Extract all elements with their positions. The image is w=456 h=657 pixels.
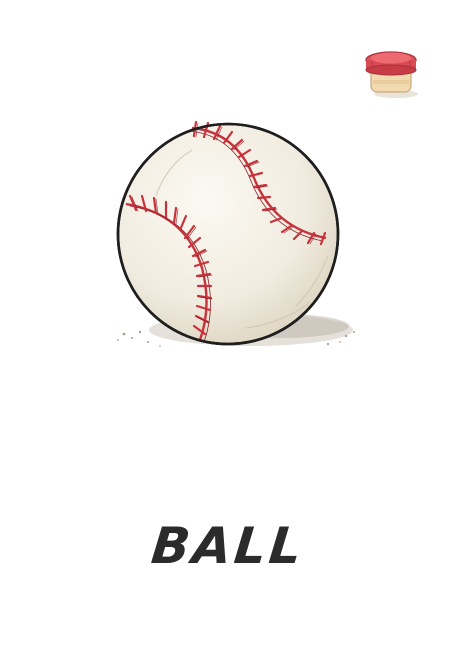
baseball-icon (96, 96, 366, 381)
jar-icon (360, 44, 424, 100)
word-label: BALL (148, 517, 308, 575)
